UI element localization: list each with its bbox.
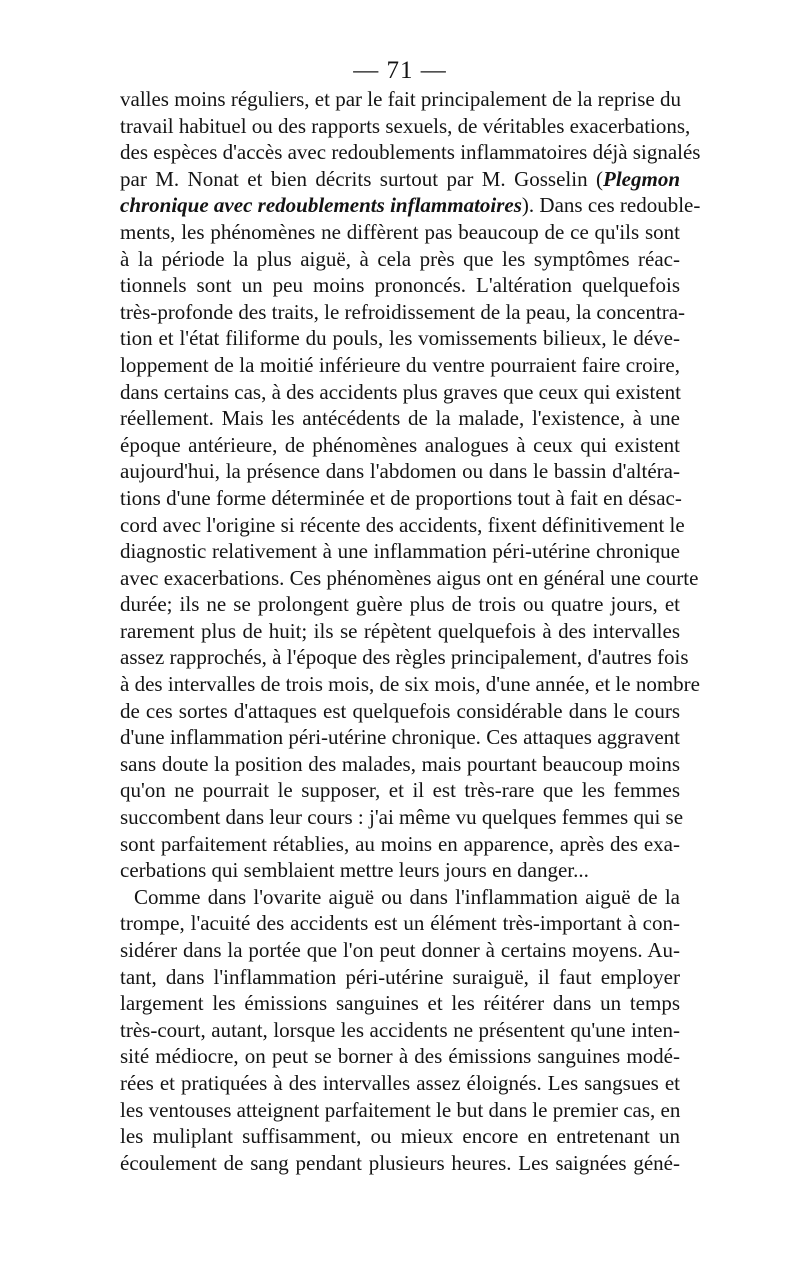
text-line: les muliplant suffisamment, ou mieux encore en entretenant un: [120, 1124, 680, 1149]
text-line: sité médiocre, on peut se borner à des émissions sanguines modé-: [120, 1044, 680, 1069]
text-line: assez rapprochés, à l'époque des règles principalement, d'autres fois: [120, 645, 689, 670]
text-line: sidérer dans la portée que l'on peut donner à certains moyens. Au-: [120, 938, 680, 962]
text-line: ments, les phénomènes ne diffèrent pas beaucoup de ce qu'ils sont: [120, 219, 680, 244]
text-line: de ces sortes d'attaques est quelquefois considérable dans le cours: [120, 698, 680, 723]
text-line: dans certains cas, à des accidents plus graves que ceux qui existent: [120, 379, 681, 404]
text-line: qu'on ne pourrait le supposer, et il est très-rare que les femmes: [120, 778, 680, 803]
text-line: à la période la plus aiguë, à cela près que les symptômes réac-: [120, 246, 680, 271]
paragraph-1: [120, 86, 701, 884]
text-line: les ventouses atteignent parfaitement le but dans le premier cas, en: [120, 1097, 681, 1122]
text-line: cerbations qui semblaient mettre leurs jours en danger...: [120, 858, 589, 883]
text-line: aujourd'hui, la présence dans l'abdomen ou dans le bassin d'altéra-: [120, 459, 680, 484]
text-line: loppement de la moitié inférieure du ventre pourraient faire croire,: [120, 352, 680, 377]
text-line: avec exacerbations. Ces phénomènes aigus ont en général une courte: [120, 565, 699, 590]
text-line: très-court, autant, lorsque les accidents ne présentent qu'une inten-: [120, 1017, 680, 1042]
text-line: très-profonde des traits, le refroidissement de la peau, la concentra-: [120, 299, 686, 324]
text-line: écoulement de sang pendant plusieurs heures. Les saignées géné-: [120, 1150, 680, 1175]
text-line: rées et pratiquées à des intervalles assez éloignés. Les sangsues et: [120, 1070, 680, 1095]
text-line: [120, 166, 680, 193]
text-line: trompe, l'acuité des accidents est un élément très-important à con-: [120, 911, 680, 936]
text-line: diagnostic relativement à une inflammation péri-utérine chronique: [120, 539, 680, 564]
text-line: tion et l'état filiforme du pouls, les vomissements bilieux, le déve-: [120, 326, 680, 351]
body-text: [120, 86, 701, 1176]
italic-title-part: chronique avec redoublements inflammatoires: [120, 193, 522, 218]
text-segment: ). Dans ces redouble-: [521, 193, 701, 218]
text-segment: par M. Nonat et bien décrits surtout par M. Gosselin (: [120, 166, 603, 191]
text-line: travail habituel ou des rapports sexuels, de véritables exacerbations,: [120, 113, 691, 138]
text-line: cord avec l'origine si récente des accidents, fixent définitivement le: [120, 512, 685, 537]
text-line: rarement plus de huit; ils se répètent quelquefois à des intervalles: [120, 618, 680, 643]
text-line: à des intervalles de trois mois, de six mois, d'une année, et le nombre: [120, 672, 700, 697]
text-line: largement les émissions sanguines et les réitérer dans un temps: [120, 991, 680, 1016]
text-line: des espèces d'accès avec redoublements inflammatoires déjà signalés: [120, 140, 701, 165]
text-line: tions d'une forme déterminée et de proportions tout à fait en désac-: [120, 485, 682, 510]
text-line: tionnels sont un peu moins prononcés. L'altération quelquefois: [120, 273, 680, 298]
paragraph-2: [120, 884, 680, 1177]
text-line: valles moins réguliers, et par le fait principalement de la reprise du: [120, 87, 681, 111]
text-line: époque antérieure, de phénomènes analogues à ceux qui existent: [120, 432, 680, 457]
text-line: succombent dans leur cours : j'ai même vu quelques femmes qui se: [120, 805, 684, 830]
text-line: tant, dans l'inflammation péri-utérine suraiguë, il faut employer: [120, 964, 680, 989]
text-line: Comme dans l'ovarite aiguë ou dans l'inflammation aiguë de la: [134, 884, 680, 909]
text-line: durée; ils ne se prolongent guère plus de trois ou quatre jours, et: [120, 592, 680, 617]
text-line: sans doute la position des malades, mais pourtant beaucoup moins: [120, 751, 680, 776]
text-line: d'une inflammation péri-utérine chronique. Ces attaques aggravent: [120, 725, 680, 750]
italic-title-part: Plegmon: [603, 166, 680, 191]
page-number: — 71 —: [353, 57, 447, 84]
text-line: réellement. Mais les antécédents de la malade, l'existence, à une: [120, 406, 680, 431]
text-line: [120, 192, 701, 219]
text-line: sont parfaitement rétablies, au moins en apparence, après des exa-: [120, 831, 680, 856]
